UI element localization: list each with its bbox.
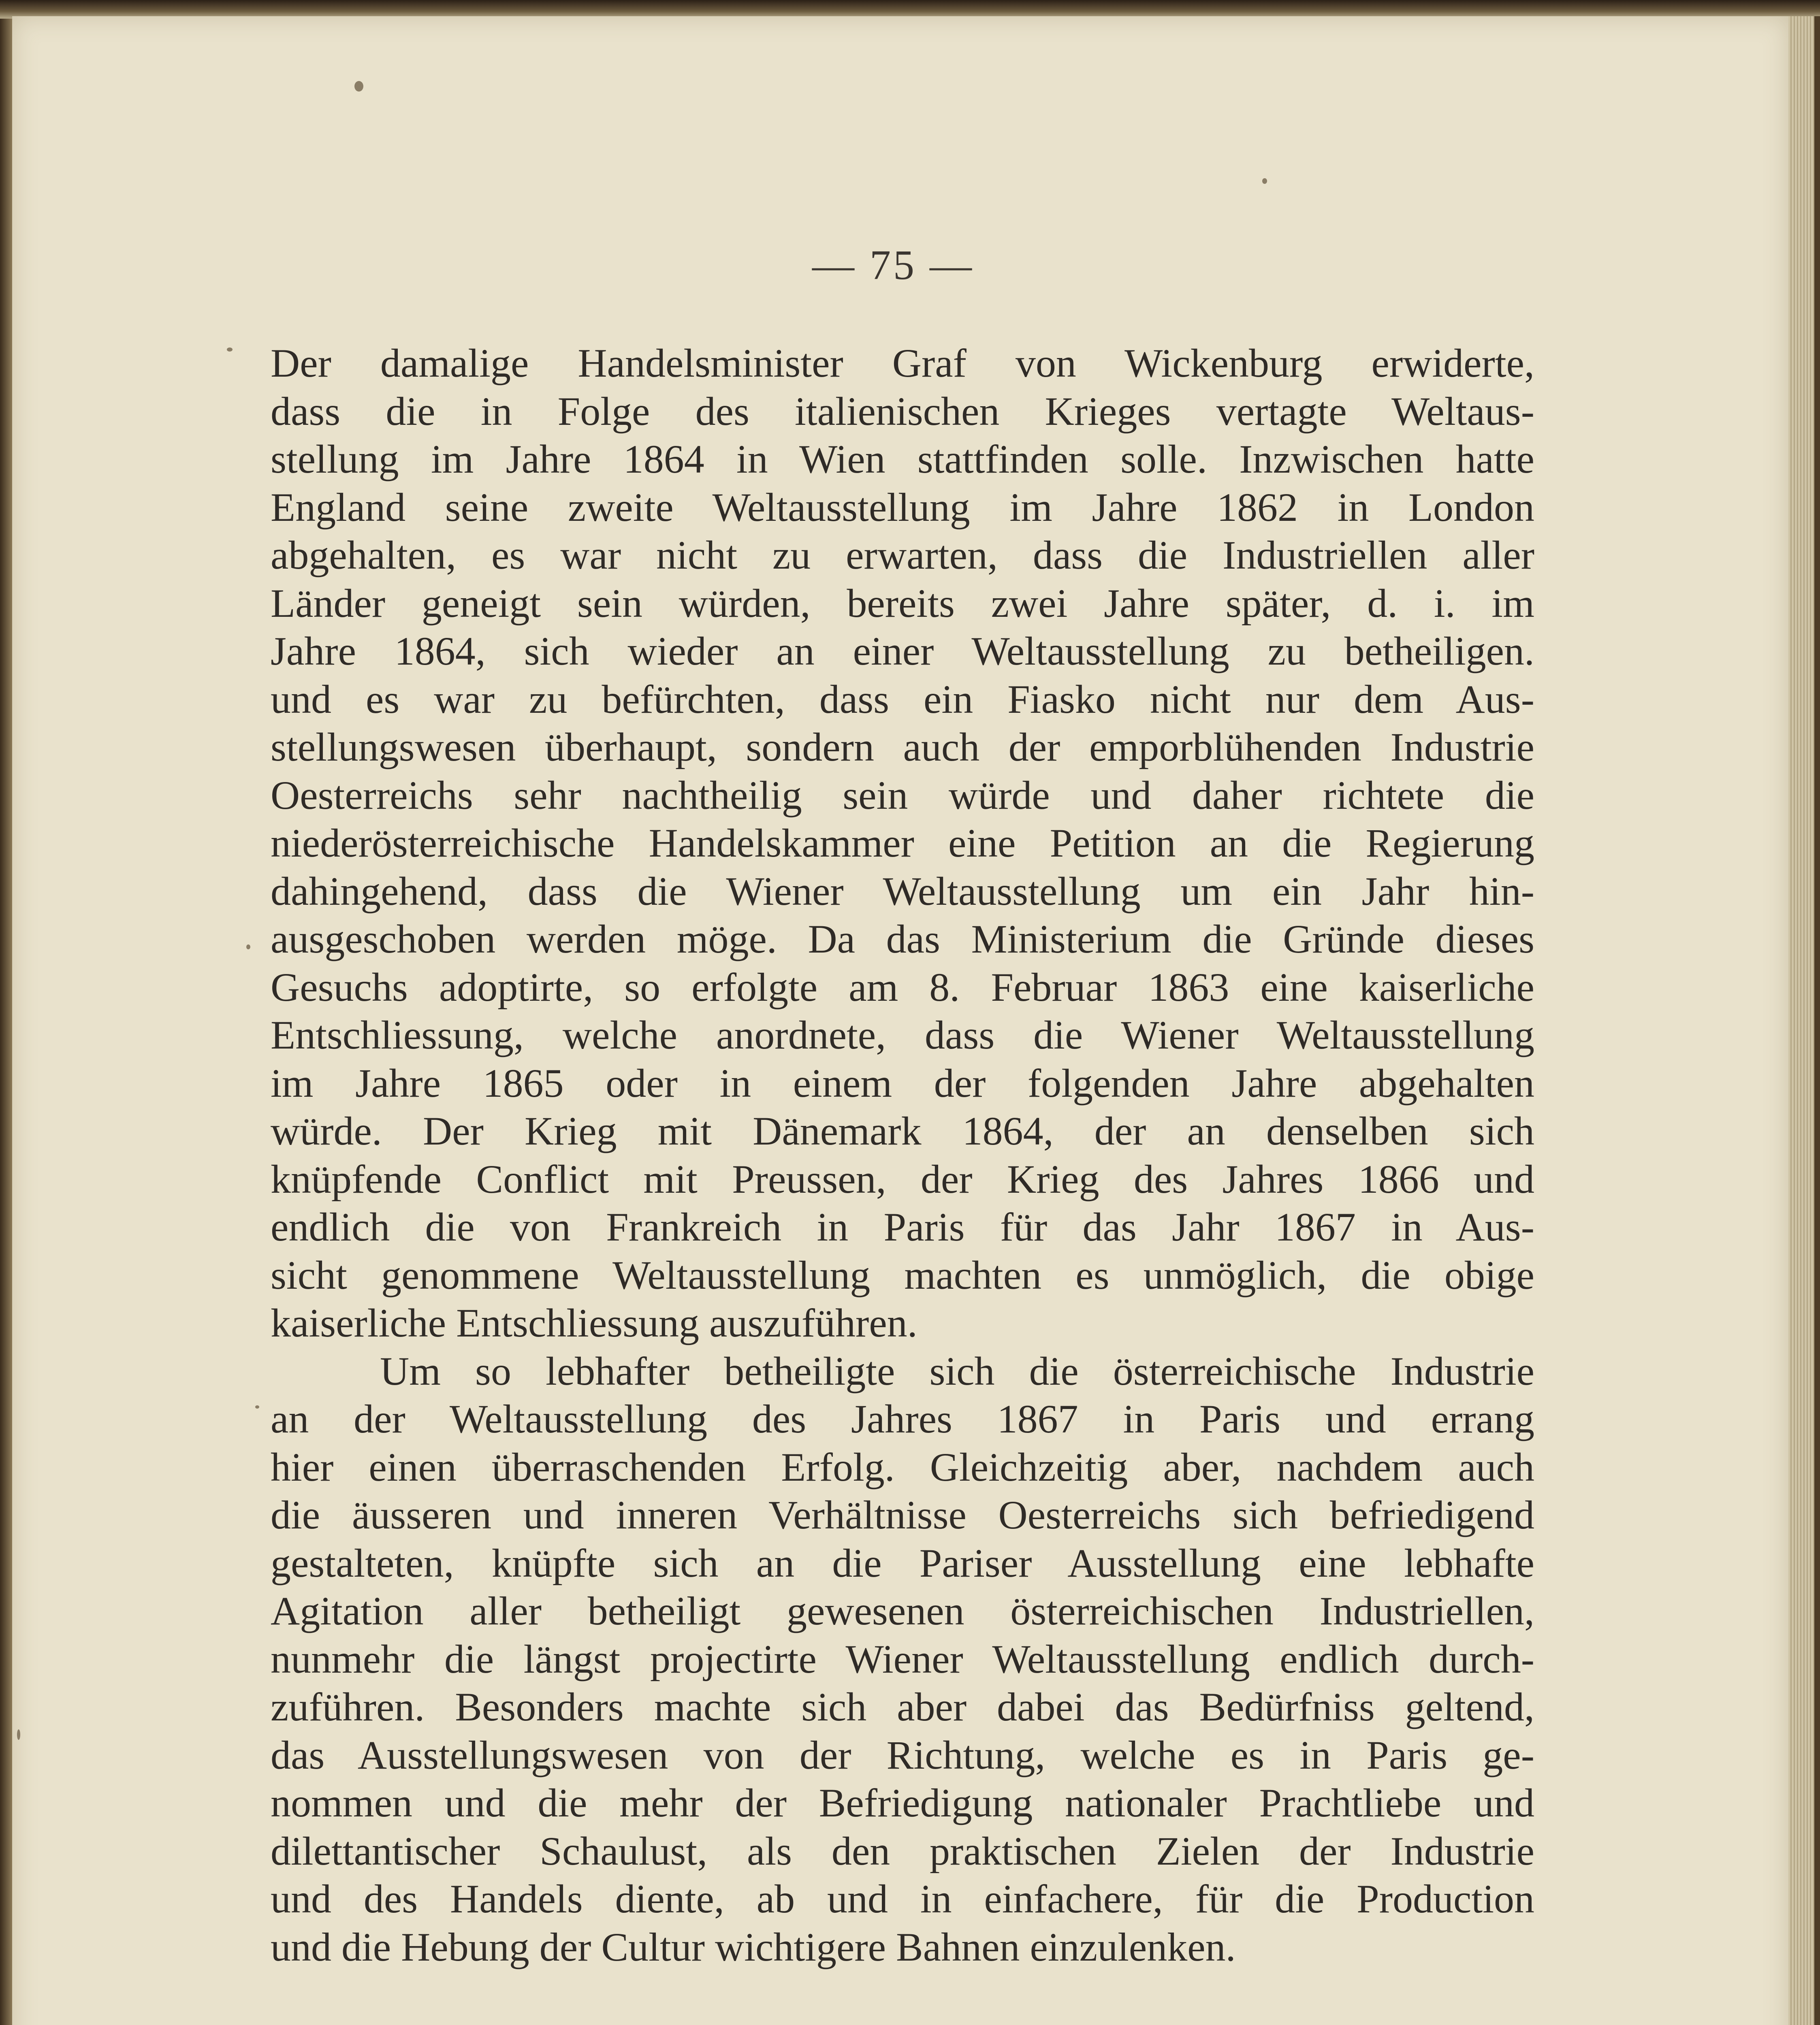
text-line: dass die in Folge des italienischen Krieges vertagte Weltaus- [271, 388, 1534, 434]
text-line: Gesuchs adoptirte, so erfolgte am 8. Februar 1863 eine kaiserliche [271, 964, 1534, 1010]
text-line: stellung im Jahre 1864 in Wien stattfinden solle. Inzwischen hatte [271, 437, 1534, 482]
text-line: Um so lebhafter betheiligte sich die österreichische Industrie [380, 1348, 1534, 1394]
paper-speck [1262, 178, 1267, 184]
body-text [271, 339, 1534, 1971]
text-line: England seine zweite Weltausstellung im Jahre 1862 in London [271, 484, 1534, 530]
text-line: Der damalige Handelsminister Graf von Wickenburg erwiderte, [271, 341, 1534, 386]
text-line: nunmehr die längst projectirte Wiener Weltausstellung endlich durch- [271, 1636, 1534, 1682]
text-line: nommen und die mehr der Befriedigung nationaler Prachtliebe und [271, 1780, 1534, 1825]
text-line: würde. Der Krieg mit Dänemark 1864, der an denselben sich [271, 1108, 1534, 1153]
text-line: gestalteten, knüpfte sich an die Pariser Ausstellung eine lebhafte [271, 1540, 1534, 1586]
paper-speck [17, 1729, 20, 1740]
text-line: zuführen. Besonders machte sich aber dabei das Bedürfniss geltend, [271, 1684, 1534, 1729]
page-block-edges [1788, 16, 1820, 2025]
paper-speck [354, 81, 363, 92]
text-line: Entschliessung, welche anordnete, dass die Wiener Weltausstellung [271, 1013, 1534, 1057]
book-spine-edge [0, 0, 12, 2025]
paper-speck [227, 347, 233, 352]
page-number: — 75 — [812, 242, 974, 288]
text-line: Jahre 1864, sich wieder an einer Weltausstellung zu betheiligen. [271, 629, 1534, 674]
text-line: abgehalten, es war nicht zu erwarten, dass die Industriellen aller [271, 533, 1534, 578]
paper-speck [255, 1405, 259, 1409]
text-line: an der Weltausstellung des Jahres 1867 in Paris und errang [271, 1396, 1534, 1441]
text-line: kaiserliche Entschliessung auszuführen. [271, 1300, 917, 1345]
paragraph-2 [271, 1347, 1534, 1972]
text-line: im Jahre 1865 oder in einem der folgenden Jahre abgehalten [271, 1060, 1534, 1106]
text-line: das Ausstellungswesen von der Richtung, welche es in Paris ge- [271, 1732, 1534, 1778]
paragraph-1 [271, 339, 1534, 1347]
text-line: dahingehend, dass die Wiener Weltausstellung um ein Jahr hin- [271, 868, 1534, 914]
paper-speck [246, 944, 250, 949]
text-line: hier einen überraschenden Erfolg. Gleichzeitig aber, nachdem auch [271, 1444, 1534, 1490]
text-line: ausgeschoben werden möge. Da das Ministerium die Gründe dieses [271, 917, 1534, 961]
text-line: stellungswesen überhaupt, sondern auch der emporblühenden Industrie [271, 725, 1534, 770]
text-line: dilettantischer Schaulust, als den praktischen Zielen der Industrie [271, 1828, 1534, 1874]
text-line: und die Hebung der Cultur wichtigere Bahnen einzulenken. [271, 1924, 1236, 1970]
text-line: endlich die von Frankreich in Paris für das Jahr 1867 in Aus- [271, 1204, 1534, 1249]
text-line: knüpfende Conflict mit Preussen, der Krieg des Jahres 1866 und [271, 1156, 1534, 1202]
text-line: Oesterreichs sehr nachtheilig sein würde und daher richtete die [271, 772, 1534, 818]
text-line: Länder geneigt sein würden, bereits zwei Jahre später, d. i. im [271, 580, 1534, 626]
text-line: sicht genommene Weltausstellung machten es unmöglich, die obige [271, 1252, 1534, 1298]
text-line: und des Handels diente, ab und in einfachere, für die Production [271, 1876, 1534, 1921]
text-line: Agitation aller betheiligt gewesenen österreichischen Industriellen, [271, 1588, 1534, 1633]
text-line: niederösterreichische Handelskammer eine Petition an die Regierung [271, 821, 1534, 865]
text-line: die äusseren und inneren Verhältnisse Oesterreichs sich befriedigend [271, 1492, 1534, 1537]
text-line: und es war zu befürchten, dass ein Fiasko nicht nur dem Aus- [271, 676, 1534, 722]
